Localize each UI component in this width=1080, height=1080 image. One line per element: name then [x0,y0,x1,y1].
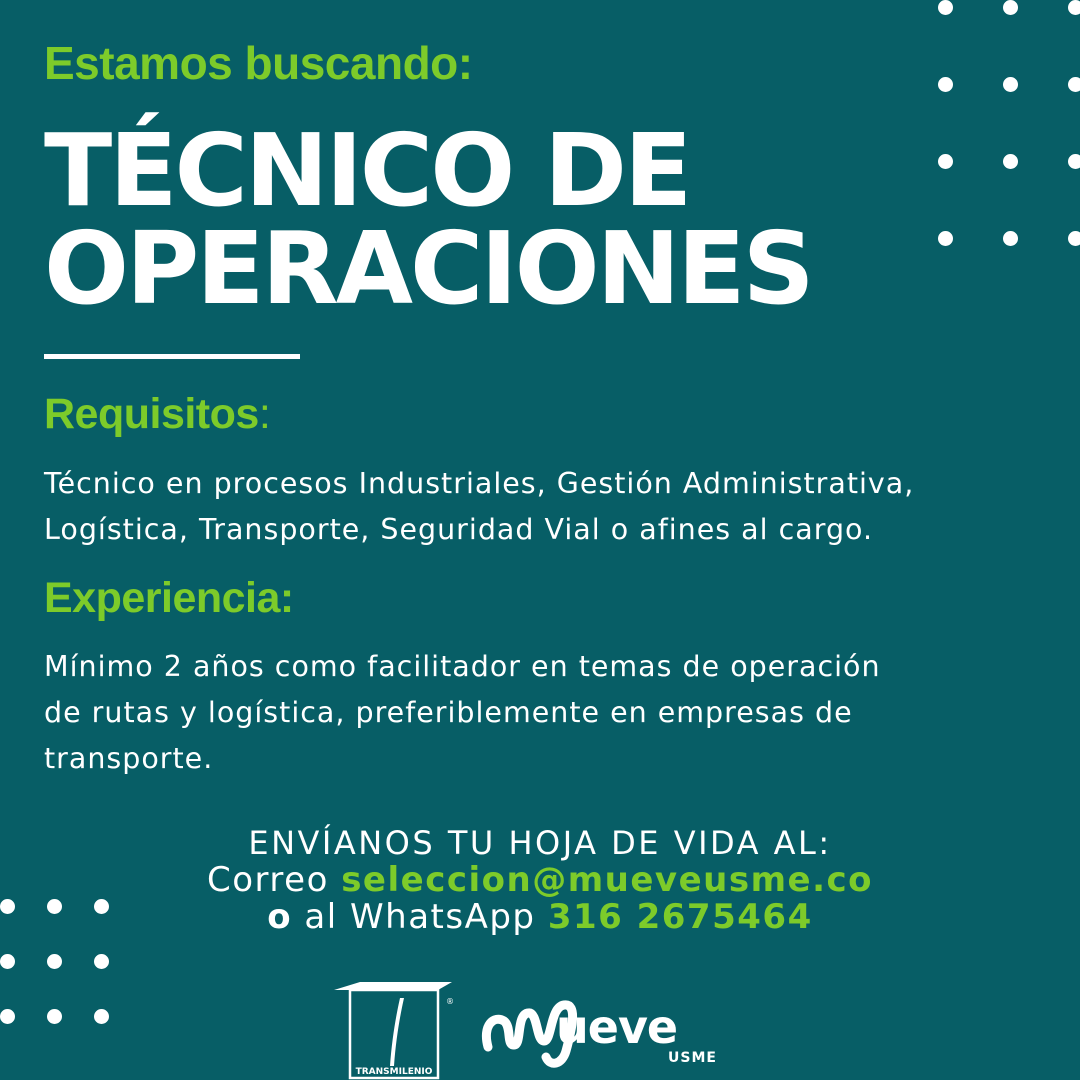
dot [47,1009,62,1024]
whatsapp-prefix: al WhatsApp [292,897,548,937]
dot [0,954,15,969]
experiencia-text-line-1: Mínimo 2 años como facilitador en temas de operación [44,650,881,683]
dot [94,1009,109,1024]
dot [1003,154,1018,169]
requisitos-heading [44,390,270,439]
dot [1068,77,1080,92]
experiencia-text-line-3: transporte. [44,742,214,775]
job-title-line-1: TÉCNICO DE [44,112,690,229]
requisitos-heading-colon: : [258,390,271,438]
email-address[interactable]: seleccion@mueveusme.co [341,860,873,900]
transmilenio-logo [330,976,458,1080]
requisitos-text-line-1: Técnico en procesos Industriales, Gestión Administrativa, [44,467,915,500]
or-word: o [267,897,293,937]
dot [0,1009,15,1024]
dot [1003,231,1018,246]
transmilenio-stroke [390,998,404,1066]
experiencia-text-line-2: de rutas y logística, preferiblemente en empresas de [44,696,853,729]
job-title-line-2: OPERACIONES [44,210,812,327]
contact-email-line [0,860,1080,900]
dot [1068,0,1080,15]
whatsapp-number[interactable]: 316 2675464 [547,897,813,937]
dot [938,231,953,246]
requisitos-heading-text: Requisitos [44,390,259,438]
divider-rule [44,354,300,359]
decorative-dots-top-right [938,0,1080,246]
dot [1003,0,1018,15]
transmilenio-registered: ® [446,997,454,1006]
contact-whatsapp-line [0,897,1080,937]
contact-cta: ENVÍANOS TU HOJA DE VIDA AL: [248,824,832,862]
experiencia-text [44,644,1044,782]
dot [1003,77,1018,92]
job-title [44,112,812,327]
dot [94,954,109,969]
dot [938,154,953,169]
eyebrow-heading: Estamos buscando: [44,37,473,89]
dot [47,954,62,969]
mueve-usme-subtitle: USME [668,1050,717,1066]
transmilenio-label: TRANSMILENIO [355,1067,433,1077]
mueve-wordmark: ueve [556,1000,678,1054]
email-prefix: Correo [207,860,342,900]
dot [1068,231,1080,246]
requisitos-text-line-2: Logística, Transporte, Seguridad Vial o afines al cargo. [44,513,874,546]
dot [1068,154,1080,169]
requisitos-text [44,461,1044,553]
experiencia-heading: Experiencia: [44,574,294,622]
dot [938,77,953,92]
dot [938,0,953,15]
